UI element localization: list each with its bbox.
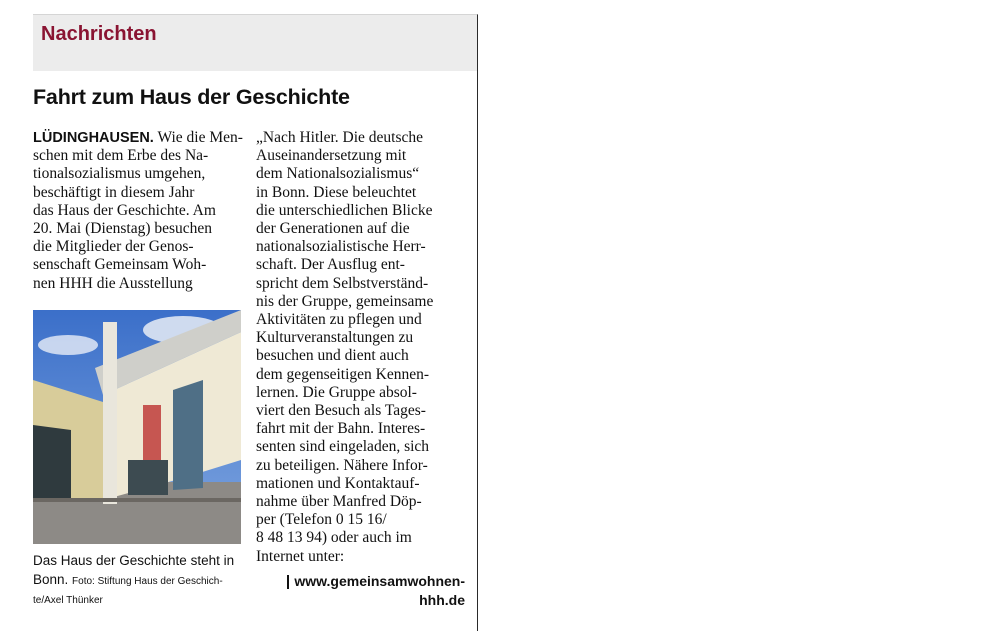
col1-line-5: 20. Mai (Dienstag) besuchen bbox=[33, 220, 213, 238]
photo-credit: Foto: Stiftung Haus der Geschich- bbox=[72, 576, 223, 587]
col1-line-1: schen mit dem Erbe des Na- bbox=[33, 147, 209, 165]
col1-line-3: beschäftigt in diesem Jahr bbox=[33, 183, 195, 201]
col2-line: dem gegenseitigen Kennen- bbox=[256, 365, 430, 383]
col2-line: senten sind eingeladen, sich bbox=[256, 438, 430, 456]
col2-line: spricht dem Selbstverständ- bbox=[256, 274, 429, 292]
article-column-2 bbox=[256, 129, 474, 566]
col2-line: 8 48 13 94) oder auch im bbox=[256, 529, 412, 547]
section-bar bbox=[33, 15, 477, 71]
caption-line-2: Bonn. Foto: Stiftung Haus der Geschich- bbox=[33, 572, 223, 587]
col2-line: nationalsozialistische Herr- bbox=[256, 238, 426, 256]
caption-line-1: Das Haus der Geschichte steht in bbox=[33, 553, 235, 568]
col2-line: in Bonn. Diese beleuchtet bbox=[256, 183, 417, 201]
dateline: LÜDINGHAUSEN. bbox=[33, 130, 154, 146]
col1-line-4: das Haus der Geschichte. Am bbox=[33, 201, 216, 219]
url-line-1: www.gemeinsamwohnen- bbox=[294, 573, 465, 589]
news-clipping bbox=[33, 14, 478, 631]
col2-line: Kulturveranstaltungen zu bbox=[256, 329, 414, 347]
col2-line: nahme über Manfred Döp- bbox=[256, 493, 422, 511]
col2-line: der Generationen auf die bbox=[256, 220, 410, 238]
col2-line: schaft. Der Ausflug ent- bbox=[256, 256, 405, 274]
url-line-2: hhh.de bbox=[419, 592, 465, 608]
col2-line: die unterschiedlichen Blicke bbox=[256, 201, 433, 219]
col1-line-2: tionalsozialismus umgehen, bbox=[33, 165, 206, 183]
col2-line: Auseinandersetzung mit bbox=[256, 147, 407, 165]
col2-line: Aktivitäten zu pflegen und bbox=[256, 311, 422, 329]
website-link[interactable] bbox=[287, 572, 465, 610]
col2-line: „Nach Hitler. Die deutsche bbox=[256, 129, 423, 146]
photo-credit-cont: te/Axel Thünker bbox=[33, 595, 103, 606]
col2-line: mationen und Kontaktauf- bbox=[256, 474, 420, 492]
col2-line: dem Nationalsozialismus“ bbox=[256, 165, 420, 183]
col2-line: nis der Gruppe, gemeinsame bbox=[256, 292, 434, 310]
col1-line-6: die Mitglieder der Genos- bbox=[33, 238, 194, 256]
col2-line: zu beteiligen. Nähere Infor- bbox=[256, 456, 428, 474]
col1-line-7: senschaft Gemeinsam Woh- bbox=[33, 256, 207, 274]
section-title: Nachrichten bbox=[41, 23, 157, 45]
col2-line: viert den Besuch als Tages- bbox=[256, 402, 426, 420]
photo-caption bbox=[33, 551, 245, 610]
col2-line: besuchen und dient auch bbox=[256, 347, 409, 365]
col2-line: lernen. Die Gruppe absol- bbox=[256, 383, 417, 401]
museum-photo bbox=[33, 310, 241, 544]
col2-line: Internet unter: bbox=[256, 547, 345, 565]
headline: Fahrt zum Haus der Geschichte bbox=[33, 85, 350, 109]
col2-line: fahrt mit der Bahn. Interes- bbox=[256, 420, 426, 438]
article-column-1 bbox=[33, 129, 243, 293]
col2-line: per (Telefon 0 15 16/ bbox=[256, 511, 387, 529]
col1-line-8: nen HHH die Ausstellung bbox=[33, 274, 193, 292]
col1-line-0: LÜDINGHAUSEN. Wie die Men- bbox=[33, 129, 243, 146]
